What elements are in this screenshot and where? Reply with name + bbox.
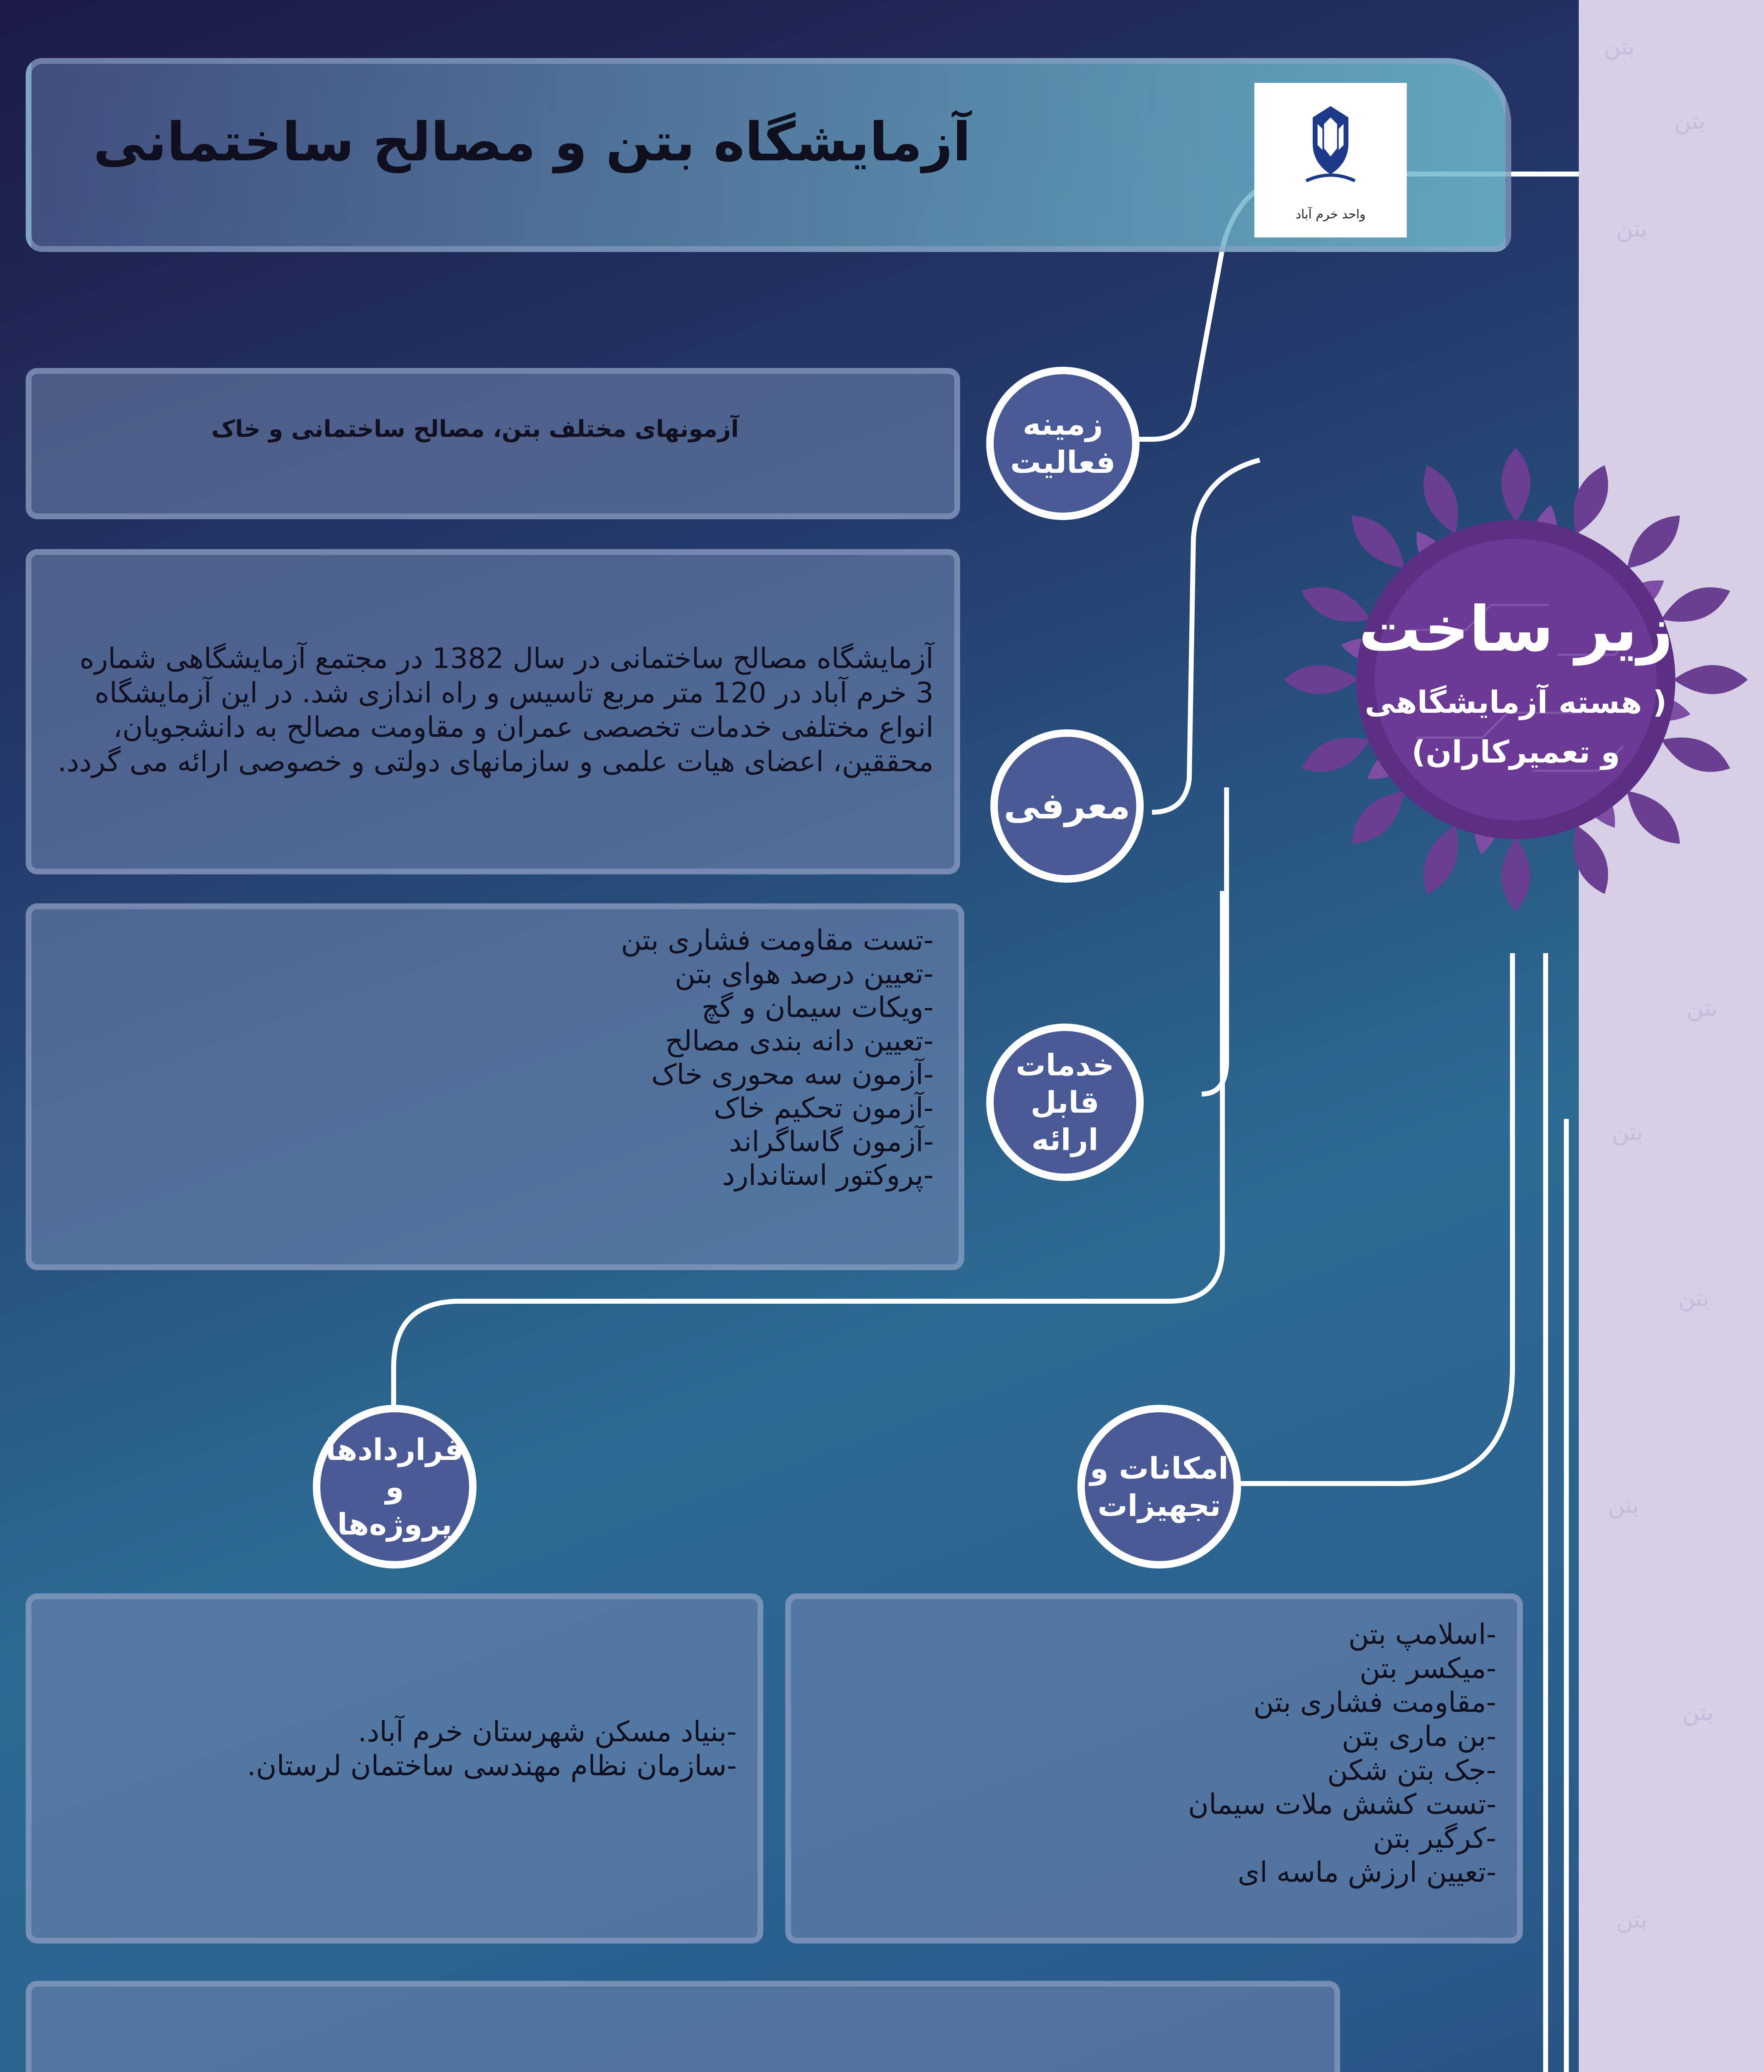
page-title: آزمایشگاه بتن و مصالح ساختمانی [93, 111, 971, 173]
watermark-text: بتن [1604, 33, 1635, 60]
list-item: -تعیین درصد هوای بتن [675, 958, 934, 990]
list-item: -سازمان نظام مهندسی ساختمان لرستان. [247, 1750, 737, 1782]
list-item: -ویکات سیمان و گچ [701, 991, 934, 1024]
services-circle-label: خدمات قابل ارائه [986, 1024, 1144, 1181]
list-item: -بن ماری بتن [1342, 1720, 1496, 1753]
list-item: -پروکتور استاندارد [722, 1159, 934, 1192]
list-item: -تست مقاومت فشاری بتن [621, 924, 934, 957]
list-item: -آزمون تحکیم خاک [714, 1092, 934, 1125]
intro-text: آزمایشگاه مصالح ساختمانی در سال 1382 در مجتمع آزمایشگاهی شماره 3 خرم آباد در 120 متر مربع تاسیس و راه اندازی شد. در این آزمایشگاه انواع مختلفی خدمات تخصصی عمران و مقاومت مصالح به دانشجویان، محققین، اعضای هیات علمی و سازمانهای دولتی و خصوصی ارائه می گردد. [57, 642, 934, 778]
services-panel [26, 903, 964, 1270]
watermark-text: بتن [1674, 108, 1706, 135]
university-logo [1254, 83, 1407, 237]
logo-caption: واحد خرم آباد [1295, 207, 1366, 222]
intro-circle-label: معرفی [990, 729, 1144, 883]
equipment-list [1188, 1618, 1496, 1890]
list-item: -تعیین ارزش ماسه ای [1237, 1856, 1496, 1889]
list-item: -تعیین دانه بندی مصالح [665, 1025, 934, 1058]
list-item: -کرگیر بتن [1373, 1822, 1496, 1855]
equipment-panel [785, 1593, 1523, 1944]
list-item: -میکسر بتن [1359, 1652, 1496, 1685]
university-emblem-icon [1290, 99, 1371, 194]
infrastructure-flower-badge [1268, 431, 1764, 928]
services-list [621, 924, 934, 1192]
watermark-text: بتن [1616, 215, 1648, 242]
infra-subtitle-2: و تعمیرکاران) [1411, 734, 1620, 770]
field-circle-label: زمینه فعالیت [986, 367, 1140, 520]
licenses-panel [26, 1981, 1340, 2072]
field-text: آزمونهای مختلف بتن، مصالح ساختمانی و خاک [211, 416, 739, 443]
infra-title: زیر ساخت [1358, 593, 1673, 666]
watermark-text: بتن [1616, 1906, 1648, 1933]
infra-subtitle-1: ( هسته آزمایشگاهی [1365, 685, 1667, 720]
contracts-panel [26, 1593, 763, 1944]
list-item: -مقاومت فشاری بتن [1253, 1686, 1496, 1719]
intro-panel [26, 549, 960, 874]
watermark-text: بتن [1612, 1119, 1643, 1146]
watermark-text: بتن [1608, 1492, 1639, 1519]
list-item: -آزمون گاساگراند [729, 1126, 934, 1158]
list-item: -جک بتن شکن [1327, 1754, 1496, 1787]
list-item: -تست کشش ملات سیمان [1188, 1788, 1496, 1821]
contracts-circle-label: قراردادها و پروژه‌ها [313, 1405, 477, 1569]
list-item: -بنیاد مسکن شهرستان خرم آباد. [358, 1716, 737, 1748]
list-item: -آزمون سه محوری خاک [651, 1058, 934, 1091]
watermark-text: بتن [1687, 995, 1718, 1021]
equipment-circle-label: امکانات و تجهیزات [1077, 1405, 1241, 1569]
list-item: -اسلامپ بتن [1348, 1618, 1496, 1651]
contracts-list [247, 1715, 737, 1783]
watermark-text: بتن [1682, 1699, 1714, 1726]
watermark-text: بتن [1678, 1285, 1710, 1312]
field-panel [26, 368, 960, 519]
